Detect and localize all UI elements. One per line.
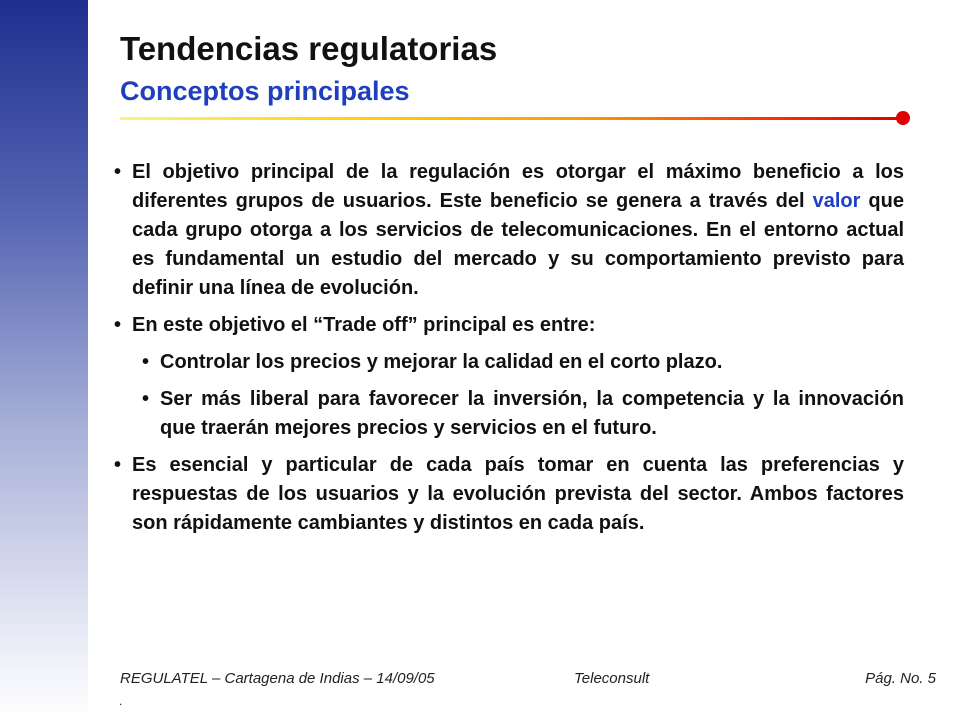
footer-mark: . [119,694,123,708]
bullet-item [114,158,904,303]
sub-bullet-item [142,385,904,443]
left-gradient-band [0,0,88,720]
bullet-text [132,158,904,303]
bullet-text: Controlar los precios y mejorar la calidad en el corto plazo. [160,351,723,373]
underline-end-dot [896,111,910,125]
bullet-item [114,311,904,340]
bullet-text: Ser más liberal para favorecer la inversión, la competencia y la innovación que traerán mejores precios y servicios en el futuro. [160,388,904,439]
bullet-dot: • [114,454,122,476]
bullet-item [114,451,904,538]
title-underline [120,117,900,120]
bullet-dot: • [142,351,150,373]
slide-subtitle: Conceptos principales [120,76,410,106]
sub-bullet-item [142,348,904,377]
slide-content [114,158,904,546]
bullet-dot: • [114,314,122,336]
bullet-dot: • [142,388,150,410]
bullet-text-part: El objetivo principal de la regulación es otorgar el máximo beneficio a los diferentes grupos de usuarios. Este beneficio se genera a través del [132,161,904,212]
bullet-text: En este objetivo el “Trade off” principal es entre: [132,314,596,336]
slide-title: Tendencias regulatorias [120,30,498,67]
highlighted-word: valor [812,190,861,212]
footer-event: REGULATEL – Cartagena de Indias – 14/09/05 [120,670,435,687]
bullet-dot: • [114,161,122,183]
footer-company: Teleconsult [574,670,650,687]
bullet-text-part: que cada grupo otorga a los servicios de telecomunicaciones. En el entorno actual es fundamental un estudio del mercado y su comportamiento previsto para definir una línea de evolución. [132,190,904,299]
bullet-text: Es esencial y particular de cada país tomar en cuenta las preferencias y respuestas de los usuarios y la evolución prevista del sector. Ambos factores son rápidamente cambiantes y distintos en cada país. [132,454,904,534]
footer-page-number: Pág. No. 5 [865,670,936,687]
